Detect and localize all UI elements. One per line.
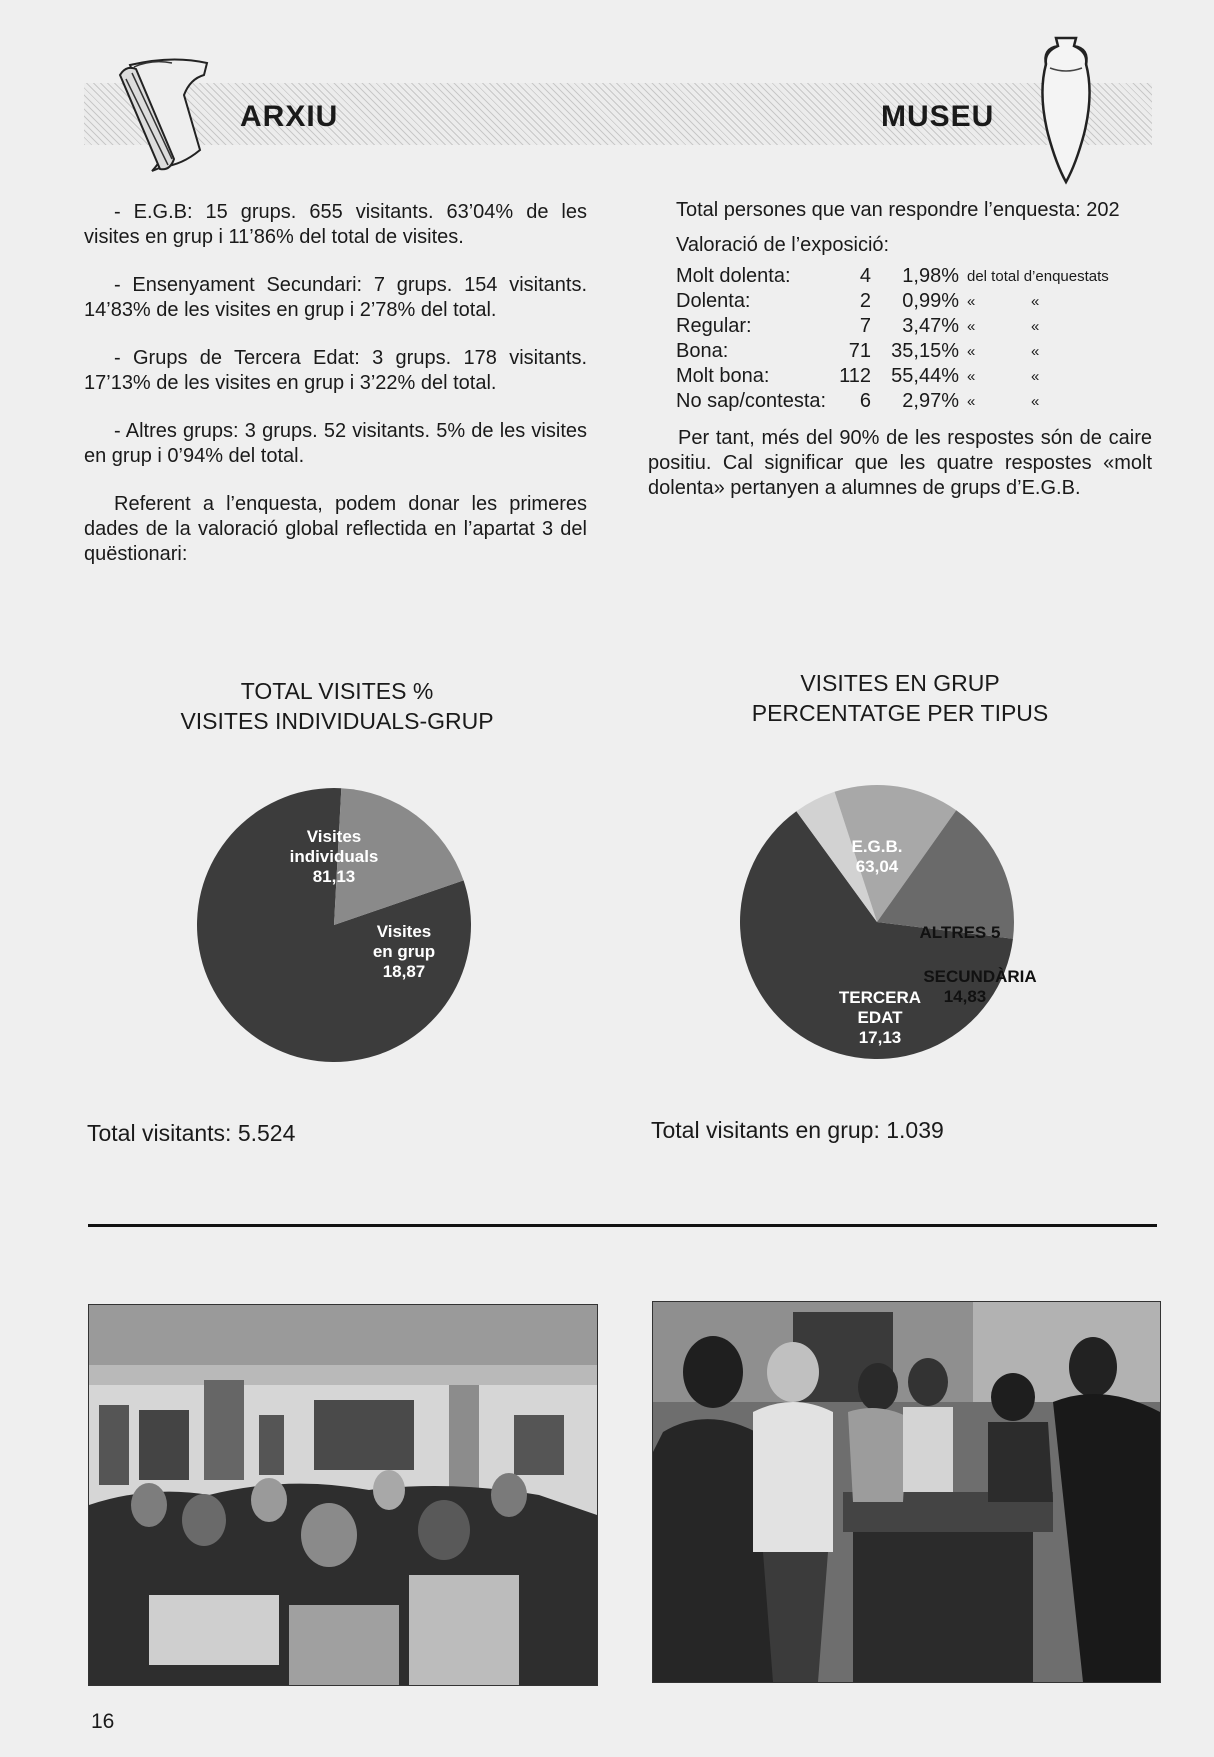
rating-label: Dolenta: bbox=[676, 290, 751, 312]
rating-count: 112 bbox=[839, 365, 871, 387]
pie-label: Visites en grup 18,87 bbox=[372, 922, 436, 981]
photo-audience bbox=[88, 1304, 598, 1686]
survey-total: Total persones que van respondre l’enquesta: 202 bbox=[676, 199, 1120, 221]
chart2-subtitle: PERCENTATGE PER TIPUS bbox=[751, 700, 1049, 726]
chart1-total-visitants: Total visitants: 5.524 bbox=[87, 1120, 296, 1146]
page-number: 16 bbox=[91, 1710, 115, 1733]
rating-ditto: « bbox=[1031, 293, 1040, 310]
rating-ditto: « bbox=[1031, 368, 1040, 385]
rating-percent: 35,15% bbox=[891, 340, 959, 362]
rating-label: Regular: bbox=[676, 315, 752, 337]
rating-percent: 3,47% bbox=[902, 315, 959, 337]
rating-count: 6 bbox=[859, 390, 871, 412]
rating-label: Molt dolenta: bbox=[676, 265, 791, 287]
pie-label: Visites individuals 81,13 bbox=[289, 827, 379, 886]
header-title-arxiu: ARXIU bbox=[240, 100, 339, 133]
pie-label: E.G.B. 63,04 bbox=[851, 837, 903, 876]
amphora-icon bbox=[1038, 34, 1094, 186]
rating-row bbox=[676, 264, 1109, 289]
rating-ditto: « bbox=[1031, 393, 1040, 410]
pie-chart-total-visites bbox=[194, 780, 474, 1070]
left-column bbox=[84, 200, 587, 590]
rating-row bbox=[676, 389, 1109, 414]
paragraph-enquesta: Referent a l’enquesta, podem donar les primeres dades de la valoració global reflectida en l’apartat 3 del quëstionari: bbox=[84, 493, 587, 565]
rating-ditto: « bbox=[1031, 318, 1040, 335]
photo-students-vitrine bbox=[652, 1301, 1161, 1683]
survey-subtitle: Valoració de l’exposició: bbox=[676, 234, 890, 256]
right-column bbox=[648, 198, 1152, 524]
rating-note: « bbox=[967, 318, 976, 335]
pie-label: TERCERA EDAT 17,13 bbox=[838, 988, 922, 1047]
rating-row bbox=[676, 289, 1109, 314]
scroll-icon bbox=[112, 55, 212, 175]
paragraph-egb: - E.G.B: 15 grups. 655 visitants. 63’04% de les visites en grup i 11’86% del total de visites. bbox=[84, 201, 587, 248]
rating-percent: 0,99% bbox=[902, 290, 959, 312]
survey-conclusion: Per tant, més del 90% de les respostes són de caire positiu. Cal significar que les quatre respostes «molt dolenta» pertanyen a alumnes de grups d’E.G.B. bbox=[648, 427, 1152, 499]
paragraph-altres: - Altres grups: 3 grups. 52 visitants. 5% de les visites en grup i 0’94% del total. bbox=[84, 420, 587, 467]
ratings-table bbox=[676, 264, 1109, 414]
rating-label: No sap/contesta: bbox=[676, 390, 827, 412]
paragraph-secundari: - Ensenyament Secundari: 7 grups. 154 visitants. 14’83% de les visites en grup i 2’78% del total. bbox=[84, 274, 587, 321]
rating-count: 2 bbox=[859, 290, 871, 312]
rating-row bbox=[676, 314, 1109, 339]
chart1-title-block bbox=[137, 676, 537, 736]
pie-label: ALTRES 5 bbox=[919, 923, 1001, 942]
pie-chart-visites-en-grup bbox=[740, 770, 1080, 1070]
chart2-title-block bbox=[700, 668, 1100, 728]
photo-students-image bbox=[653, 1302, 1160, 1682]
rating-note: del total d’enquestats bbox=[967, 268, 1109, 285]
rating-row bbox=[676, 339, 1109, 364]
header-title-museu: MUSEU bbox=[881, 100, 995, 133]
rating-label: Bona: bbox=[676, 340, 729, 362]
photo-audience-image bbox=[89, 1305, 597, 1685]
rating-count: 4 bbox=[859, 265, 871, 287]
rating-percent: 55,44% bbox=[891, 365, 959, 387]
rating-count: 7 bbox=[859, 315, 871, 337]
rating-note: « bbox=[967, 393, 976, 410]
rating-percent: 1,98% bbox=[902, 265, 959, 287]
rating-note: « bbox=[967, 368, 976, 385]
rating-note: « bbox=[967, 343, 976, 360]
chart2-total-visitants-grup: Total visitants en grup: 1.039 bbox=[651, 1117, 944, 1143]
rating-percent: 2,97% bbox=[902, 390, 959, 412]
rating-ditto: « bbox=[1031, 343, 1040, 360]
rating-label: Molt bona: bbox=[676, 365, 770, 387]
rating-row bbox=[676, 364, 1109, 389]
paragraph-tercera-edat: - Grups de Tercera Edat: 3 grups. 178 visitants. 17’13% de les visites en grup i 3’22% del total. bbox=[84, 347, 587, 394]
chart2-title: VISITES EN GRUP bbox=[800, 670, 1000, 696]
chart1-title: TOTAL VISITES % bbox=[240, 678, 434, 704]
rating-count: 71 bbox=[848, 340, 871, 362]
pie-label: SECUNDÀRIA 14,83 bbox=[923, 967, 1037, 1006]
section-divider bbox=[88, 1224, 1157, 1227]
chart1-subtitle: VISITES INDIVIDUALS-GRUP bbox=[180, 708, 494, 734]
rating-note: « bbox=[967, 293, 976, 310]
